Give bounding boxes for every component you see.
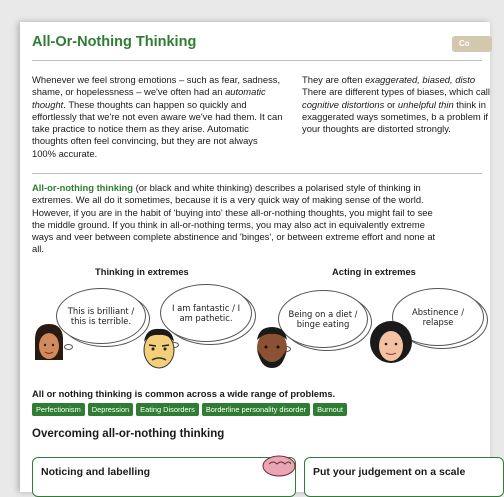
paragraph-text: think in exaggerated ways sometimes, b a problem if your thoughts are distorted strongly. xyxy=(302,98,489,135)
common-problems-text: All or nothing thinking is common across a wide range of problems. xyxy=(32,388,336,399)
bubble-text: I am fantastic / I am pathetic. xyxy=(171,303,241,323)
emphasis-text: exaggerated, biased, disto xyxy=(365,74,476,85)
emphasis-text: automatic thought xyxy=(32,86,266,110)
definition-text: (or black and white thinking) describes a polarised style of thinking in extremes. We all do it sometimes, because it is a very quick way of making sense of the world. However, if you are in the habit of 'buying into' these all-or-nothing thoughts, you might fail to see the middle ground. If you think in all-or-nothing terms, you may also act in equivalently extreme ways and veer between complete abstinence and 'binges', or between extreme effort and none at all. xyxy=(32,182,436,255)
tag-perfectionism: Perfectionism xyxy=(32,403,85,416)
page-title: All-Or-Nothing Thinking xyxy=(32,34,197,50)
title-divider xyxy=(32,60,482,61)
worksheet-page xyxy=(20,22,490,492)
thought-bubble-brilliant xyxy=(56,288,146,344)
brain-icon xyxy=(259,452,299,476)
tag-depression: Depression xyxy=(88,403,133,416)
emphasis-text: cognitive distortions xyxy=(302,98,385,110)
thinking-extremes-label: Thinking in extremes xyxy=(95,266,189,277)
bubble-text: This is brilliant / this is terrible. xyxy=(67,306,135,326)
emphasis-text: unhelpful thin xyxy=(397,98,454,110)
paragraph-text: . These thoughts can happen so quickly and effortlessly that we're not even aware we've had them. It can take practice to notice them as they arise. Automatic thoughts often feel convincing, but they are not always 100% accurate. xyxy=(32,98,283,159)
acting-extremes-label: Acting in extremes xyxy=(332,266,416,277)
paragraph-text: They are often xyxy=(302,74,366,85)
tag-burnout: Burnout xyxy=(313,403,347,416)
noticing-labelling-card xyxy=(32,457,296,497)
overcoming-heading: Overcoming all-or-nothing thinking xyxy=(32,428,225,440)
curly-hair-woman-face-illustration xyxy=(368,316,414,374)
intro-left-paragraph xyxy=(32,74,284,160)
category-badge: Co xyxy=(452,36,492,52)
bubble-text: Being on a diet / binge eating xyxy=(288,309,358,329)
problem-tags xyxy=(32,403,347,416)
tag-borderline-personality-disorder: Borderline personality disorder xyxy=(202,403,310,416)
man-face-illustration xyxy=(138,324,180,374)
judgement-scale-card xyxy=(304,457,504,497)
intro-right-paragraph xyxy=(302,74,492,135)
tag-eating-disorders: Eating Disorders xyxy=(136,403,199,416)
bearded-man-face-illustration xyxy=(252,322,292,374)
card-title: Noticing and labelling xyxy=(41,466,151,478)
paragraph-text: Whenever we feel strong emotions – such as fear, sadness, shame, or hopelessness – we've often had an xyxy=(32,74,281,98)
paragraph-text: or xyxy=(384,98,398,110)
woman-face-illustration xyxy=(32,320,66,370)
card-title: Put your judgement on a scale xyxy=(313,466,466,478)
definition-paragraph xyxy=(32,182,442,256)
bubble-text: Abstinence / relapse xyxy=(411,307,465,327)
paragraph-text: There are different types of biases, which call xyxy=(302,86,490,98)
intro-divider xyxy=(32,173,482,174)
definition-term: All-or-nothing thinking xyxy=(32,182,134,193)
